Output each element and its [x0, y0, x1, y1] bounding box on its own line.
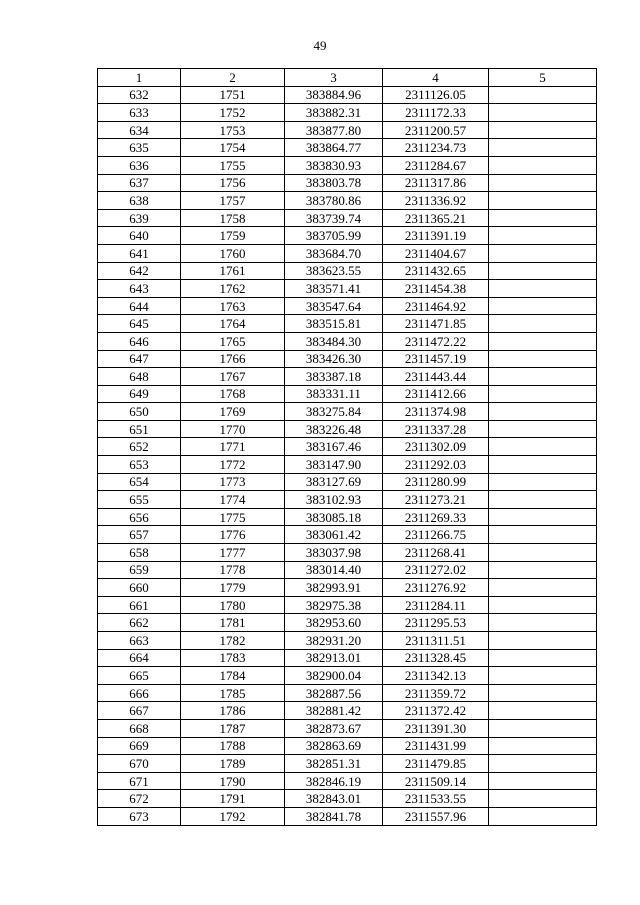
row-number-cell: 641: [98, 244, 181, 262]
table-row: [98, 420, 597, 438]
row-number-cell: 656: [98, 508, 181, 526]
table-row: [98, 315, 597, 333]
note-cell: [489, 262, 597, 280]
table-row: [98, 737, 597, 755]
row-number-cell: 663: [98, 632, 181, 650]
x-coordinate-cell: 383884.96: [285, 86, 383, 104]
x-coordinate-cell: 383864.77: [285, 139, 383, 157]
point-number-cell: 1773: [181, 473, 285, 491]
note-cell: [489, 156, 597, 174]
note-cell: [489, 632, 597, 650]
note-cell: [489, 332, 597, 350]
point-number-cell: 1751: [181, 86, 285, 104]
point-number-cell: 1788: [181, 737, 285, 755]
column-header-4: 4: [383, 69, 489, 87]
x-coordinate-cell: 383739.74: [285, 209, 383, 227]
x-coordinate-cell: 383515.81: [285, 315, 383, 333]
row-number-cell: 659: [98, 561, 181, 579]
table-row: [98, 719, 597, 737]
row-number-cell: 644: [98, 297, 181, 315]
note-cell: [489, 297, 597, 315]
y-coordinate-cell: 2311272.02: [383, 561, 489, 579]
point-number-cell: 1785: [181, 684, 285, 702]
x-coordinate-cell: 383684.70: [285, 244, 383, 262]
y-coordinate-cell: 2311472.22: [383, 332, 489, 350]
y-coordinate-cell: 2311359.72: [383, 684, 489, 702]
column-header-1: 1: [98, 69, 181, 87]
note-cell: [489, 649, 597, 667]
table-row: [98, 473, 597, 491]
table-row: [98, 684, 597, 702]
point-number-cell: 1775: [181, 508, 285, 526]
table-row: [98, 350, 597, 368]
note-cell: [489, 139, 597, 157]
point-number-cell: 1787: [181, 719, 285, 737]
table-row: [98, 772, 597, 790]
x-coordinate-cell: 383830.93: [285, 156, 383, 174]
note-cell: [489, 280, 597, 298]
y-coordinate-cell: 2311337.28: [383, 420, 489, 438]
table-row: [98, 403, 597, 421]
x-coordinate-cell: 383147.90: [285, 456, 383, 474]
point-number-cell: 1770: [181, 420, 285, 438]
y-coordinate-cell: 2311172.33: [383, 104, 489, 122]
x-coordinate-cell: 383037.98: [285, 544, 383, 562]
point-number-cell: 1771: [181, 438, 285, 456]
table-row: [98, 192, 597, 210]
row-number-cell: 671: [98, 772, 181, 790]
note-cell: [489, 456, 597, 474]
x-coordinate-cell: 382873.67: [285, 719, 383, 737]
coordinates-table: [97, 68, 597, 826]
point-number-cell: 1791: [181, 790, 285, 808]
table-row: [98, 807, 597, 825]
row-number-cell: 653: [98, 456, 181, 474]
column-header-2: 2: [181, 69, 285, 87]
note-cell: [489, 526, 597, 544]
point-number-cell: 1769: [181, 403, 285, 421]
note-cell: [489, 614, 597, 632]
y-coordinate-cell: 2311479.85: [383, 755, 489, 773]
row-number-cell: 665: [98, 667, 181, 685]
note-cell: [489, 403, 597, 421]
y-coordinate-cell: 2311443.44: [383, 368, 489, 386]
table-row: [98, 561, 597, 579]
note-cell: [489, 192, 597, 210]
x-coordinate-cell: 382913.01: [285, 649, 383, 667]
table-row: [98, 702, 597, 720]
point-number-cell: 1765: [181, 332, 285, 350]
y-coordinate-cell: 2311266.75: [383, 526, 489, 544]
table-row: [98, 526, 597, 544]
note-cell: [489, 121, 597, 139]
row-number-cell: 650: [98, 403, 181, 421]
note-cell: [489, 579, 597, 597]
note-cell: [489, 508, 597, 526]
point-number-cell: 1789: [181, 755, 285, 773]
x-coordinate-cell: 383571.41: [285, 280, 383, 298]
point-number-cell: 1766: [181, 350, 285, 368]
y-coordinate-cell: 2311311.51: [383, 632, 489, 650]
page-number: 49: [313, 38, 327, 53]
note-cell: [489, 772, 597, 790]
point-number-cell: 1755: [181, 156, 285, 174]
point-number-cell: 1786: [181, 702, 285, 720]
point-number-cell: 1756: [181, 174, 285, 192]
row-number-cell: 670: [98, 755, 181, 773]
table-row: [98, 385, 597, 403]
x-coordinate-cell: 382953.60: [285, 614, 383, 632]
row-number-cell: 632: [98, 86, 181, 104]
x-coordinate-cell: 382993.91: [285, 579, 383, 597]
row-number-cell: 634: [98, 121, 181, 139]
y-coordinate-cell: 2311273.21: [383, 491, 489, 509]
table-header-row: [98, 69, 597, 87]
point-number-cell: 1781: [181, 614, 285, 632]
y-coordinate-cell: 2311432.65: [383, 262, 489, 280]
table-row: [98, 579, 597, 597]
x-coordinate-cell: 382863.69: [285, 737, 383, 755]
y-coordinate-cell: 2311336.92: [383, 192, 489, 210]
x-coordinate-cell: 383803.78: [285, 174, 383, 192]
x-coordinate-cell: 382846.19: [285, 772, 383, 790]
note-cell: [489, 368, 597, 386]
table-body: [98, 86, 597, 825]
point-number-cell: 1782: [181, 632, 285, 650]
note-cell: [489, 702, 597, 720]
y-coordinate-cell: 2311276.92: [383, 579, 489, 597]
point-number-cell: 1783: [181, 649, 285, 667]
point-number-cell: 1752: [181, 104, 285, 122]
note-cell: [489, 473, 597, 491]
note-cell: [489, 209, 597, 227]
point-number-cell: 1792: [181, 807, 285, 825]
y-coordinate-cell: 2311126.05: [383, 86, 489, 104]
note-cell: [489, 737, 597, 755]
point-number-cell: 1774: [181, 491, 285, 509]
point-number-cell: 1754: [181, 139, 285, 157]
table-row: [98, 209, 597, 227]
x-coordinate-cell: 383484.30: [285, 332, 383, 350]
y-coordinate-cell: 2311269.33: [383, 508, 489, 526]
point-number-cell: 1758: [181, 209, 285, 227]
table-row: [98, 632, 597, 650]
y-coordinate-cell: 2311457.19: [383, 350, 489, 368]
row-number-cell: 643: [98, 280, 181, 298]
note-cell: [489, 491, 597, 509]
row-number-cell: 652: [98, 438, 181, 456]
table-row: [98, 297, 597, 315]
table-row: [98, 508, 597, 526]
row-number-cell: 646: [98, 332, 181, 350]
row-number-cell: 651: [98, 420, 181, 438]
table-row: [98, 156, 597, 174]
x-coordinate-cell: 382887.56: [285, 684, 383, 702]
table-row: [98, 104, 597, 122]
y-coordinate-cell: 2311328.45: [383, 649, 489, 667]
row-number-cell: 640: [98, 227, 181, 245]
row-number-cell: 637: [98, 174, 181, 192]
row-number-cell: 654: [98, 473, 181, 491]
note-cell: [489, 684, 597, 702]
table-row: [98, 596, 597, 614]
point-number-cell: 1779: [181, 579, 285, 597]
table-row: [98, 368, 597, 386]
note-cell: [489, 227, 597, 245]
note-cell: [489, 174, 597, 192]
point-number-cell: 1761: [181, 262, 285, 280]
x-coordinate-cell: 382841.78: [285, 807, 383, 825]
x-coordinate-cell: 382881.42: [285, 702, 383, 720]
row-number-cell: 649: [98, 385, 181, 403]
table-row: [98, 544, 597, 562]
point-number-cell: 1759: [181, 227, 285, 245]
y-coordinate-cell: 2311404.67: [383, 244, 489, 262]
x-coordinate-cell: 383882.31: [285, 104, 383, 122]
x-coordinate-cell: 382900.04: [285, 667, 383, 685]
y-coordinate-cell: 2311374.98: [383, 403, 489, 421]
y-coordinate-cell: 2311284.67: [383, 156, 489, 174]
x-coordinate-cell: 383061.42: [285, 526, 383, 544]
y-coordinate-cell: 2311234.73: [383, 139, 489, 157]
row-number-cell: 636: [98, 156, 181, 174]
x-coordinate-cell: 383275.84: [285, 403, 383, 421]
row-number-cell: 660: [98, 579, 181, 597]
row-number-cell: 667: [98, 702, 181, 720]
x-coordinate-cell: 383127.69: [285, 473, 383, 491]
y-coordinate-cell: 2311412.66: [383, 385, 489, 403]
note-cell: [489, 350, 597, 368]
table-row: [98, 244, 597, 262]
table-row: [98, 280, 597, 298]
note-cell: [489, 561, 597, 579]
y-coordinate-cell: 2311365.21: [383, 209, 489, 227]
row-number-cell: 672: [98, 790, 181, 808]
table-row: [98, 456, 597, 474]
note-cell: [489, 807, 597, 825]
y-coordinate-cell: 2311391.30: [383, 719, 489, 737]
point-number-cell: 1764: [181, 315, 285, 333]
row-number-cell: 648: [98, 368, 181, 386]
note-cell: [489, 719, 597, 737]
y-coordinate-cell: 2311342.13: [383, 667, 489, 685]
table-row: [98, 667, 597, 685]
table-row: [98, 227, 597, 245]
x-coordinate-cell: 383387.18: [285, 368, 383, 386]
y-coordinate-cell: 2311284.11: [383, 596, 489, 614]
x-coordinate-cell: 382931.20: [285, 632, 383, 650]
row-number-cell: 635: [98, 139, 181, 157]
x-coordinate-cell: 383331.11: [285, 385, 383, 403]
point-number-cell: 1768: [181, 385, 285, 403]
note-cell: [489, 667, 597, 685]
row-number-cell: 662: [98, 614, 181, 632]
column-header-5: 5: [489, 69, 597, 87]
x-coordinate-cell: 382843.01: [285, 790, 383, 808]
x-coordinate-cell: 383780.86: [285, 192, 383, 210]
table-row: [98, 790, 597, 808]
x-coordinate-cell: 383705.99: [285, 227, 383, 245]
row-number-cell: 666: [98, 684, 181, 702]
x-coordinate-cell: 383877.80: [285, 121, 383, 139]
note-cell: [489, 596, 597, 614]
x-coordinate-cell: 382851.31: [285, 755, 383, 773]
point-number-cell: 1784: [181, 667, 285, 685]
x-coordinate-cell: 383226.48: [285, 420, 383, 438]
y-coordinate-cell: 2311509.14: [383, 772, 489, 790]
row-number-cell: 673: [98, 807, 181, 825]
table-row: [98, 174, 597, 192]
y-coordinate-cell: 2311464.92: [383, 297, 489, 315]
row-number-cell: 661: [98, 596, 181, 614]
point-number-cell: 1772: [181, 456, 285, 474]
table-row: [98, 649, 597, 667]
y-coordinate-cell: 2311454.38: [383, 280, 489, 298]
note-cell: [489, 420, 597, 438]
row-number-cell: 658: [98, 544, 181, 562]
y-coordinate-cell: 2311557.96: [383, 807, 489, 825]
x-coordinate-cell: 383102.93: [285, 491, 383, 509]
point-number-cell: 1757: [181, 192, 285, 210]
table-row: [98, 121, 597, 139]
note-cell: [489, 790, 597, 808]
point-number-cell: 1762: [181, 280, 285, 298]
note-cell: [489, 438, 597, 456]
table-row: [98, 262, 597, 280]
point-number-cell: 1753: [181, 121, 285, 139]
point-number-cell: 1778: [181, 561, 285, 579]
note-cell: [489, 244, 597, 262]
note-cell: [489, 544, 597, 562]
y-coordinate-cell: 2311317.86: [383, 174, 489, 192]
point-number-cell: 1780: [181, 596, 285, 614]
row-number-cell: 655: [98, 491, 181, 509]
x-coordinate-cell: 383167.46: [285, 438, 383, 456]
y-coordinate-cell: 2311372.42: [383, 702, 489, 720]
note-cell: [489, 385, 597, 403]
row-number-cell: 642: [98, 262, 181, 280]
y-coordinate-cell: 2311295.53: [383, 614, 489, 632]
table-row: [98, 86, 597, 104]
y-coordinate-cell: 2311302.09: [383, 438, 489, 456]
point-number-cell: 1767: [181, 368, 285, 386]
table-row: [98, 491, 597, 509]
table-row: [98, 755, 597, 773]
row-number-cell: 669: [98, 737, 181, 755]
row-number-cell: 633: [98, 104, 181, 122]
row-number-cell: 639: [98, 209, 181, 227]
column-header-3: 3: [285, 69, 383, 87]
x-coordinate-cell: 382975.38: [285, 596, 383, 614]
y-coordinate-cell: 2311431.99: [383, 737, 489, 755]
point-number-cell: 1777: [181, 544, 285, 562]
y-coordinate-cell: 2311471.85: [383, 315, 489, 333]
note-cell: [489, 315, 597, 333]
y-coordinate-cell: 2311391.19: [383, 227, 489, 245]
y-coordinate-cell: 2311533.55: [383, 790, 489, 808]
x-coordinate-cell: 383085.18: [285, 508, 383, 526]
row-number-cell: 647: [98, 350, 181, 368]
x-coordinate-cell: 383623.55: [285, 262, 383, 280]
x-coordinate-cell: 383014.40: [285, 561, 383, 579]
x-coordinate-cell: 383547.64: [285, 297, 383, 315]
table-row: [98, 614, 597, 632]
note-cell: [489, 86, 597, 104]
y-coordinate-cell: 2311200.57: [383, 121, 489, 139]
y-coordinate-cell: 2311292.03: [383, 456, 489, 474]
x-coordinate-cell: 383426.30: [285, 350, 383, 368]
point-number-cell: 1763: [181, 297, 285, 315]
row-number-cell: 657: [98, 526, 181, 544]
y-coordinate-cell: 2311280.99: [383, 473, 489, 491]
table-row: [98, 139, 597, 157]
row-number-cell: 668: [98, 719, 181, 737]
table-row: [98, 438, 597, 456]
note-cell: [489, 104, 597, 122]
row-number-cell: 638: [98, 192, 181, 210]
point-number-cell: 1790: [181, 772, 285, 790]
table-row: [98, 332, 597, 350]
point-number-cell: 1776: [181, 526, 285, 544]
y-coordinate-cell: 2311268.41: [383, 544, 489, 562]
point-number-cell: 1760: [181, 244, 285, 262]
row-number-cell: 664: [98, 649, 181, 667]
note-cell: [489, 755, 597, 773]
row-number-cell: 645: [98, 315, 181, 333]
